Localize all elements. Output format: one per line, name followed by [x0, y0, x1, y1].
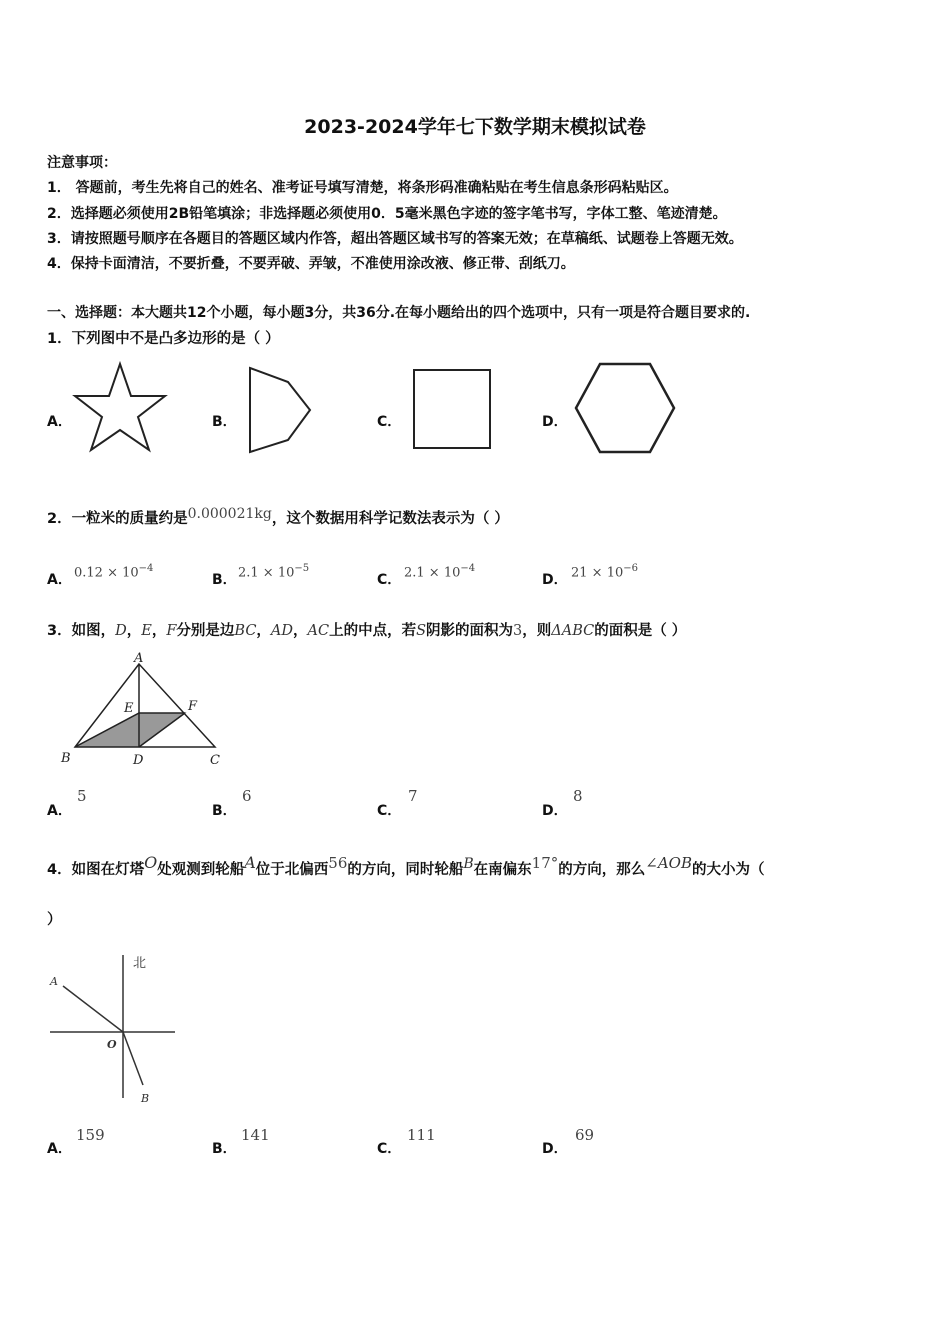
q3-math-d: D: [115, 623, 127, 639]
label-north: 北: [133, 956, 147, 971]
q3-text-part: 上的中点，若: [329, 623, 417, 639]
q4-text-part: 的方向，同时轮船: [347, 862, 464, 878]
q3-option-d-value[interactable]: 8: [573, 787, 583, 805]
notice-item-4: 4．保持卡面清洁，不要折叠，不要弄破、弄皱，不准使用涂改液、修正带、刮纸刀。: [47, 256, 575, 272]
q2-option-a-label[interactable]: A．: [47, 572, 72, 588]
q3-option-d-label[interactable]: D．: [542, 803, 568, 819]
q4-option-b-value[interactable]: 141: [241, 1126, 270, 1144]
label-c: C: [210, 753, 220, 768]
q2-option-c-exponent: −4: [460, 563, 476, 574]
q3-triangle-figure: [55, 648, 230, 770]
q2-option-d-label[interactable]: D．: [542, 572, 568, 588]
q2-option-b-value[interactable]: [238, 563, 309, 580]
q1-option-c-label[interactable]: C．: [377, 414, 402, 430]
q2-option-b-exponent: −5: [294, 563, 310, 574]
q3-comma: ，: [293, 623, 308, 639]
q2-suffix: ，这个数据用科学记数法表示为（ ）: [271, 511, 509, 527]
q4-math-b: B: [463, 856, 474, 872]
q4-option-d-label[interactable]: D．: [542, 1141, 568, 1157]
q3-math-f: F: [166, 623, 177, 639]
label-b: B: [61, 751, 71, 766]
q4-option-d-value[interactable]: 69: [575, 1126, 595, 1144]
q4-compass-figure: [45, 950, 185, 1110]
q3-math-ac: AC: [307, 623, 330, 639]
q3-comma: ，: [126, 623, 142, 639]
q2-option-c-value[interactable]: [404, 563, 475, 580]
q3-math-3: 3: [513, 623, 523, 639]
q3-option-b-label[interactable]: B．: [212, 803, 237, 819]
q4-text-part: 位于北偏西: [255, 862, 329, 878]
label-d: D: [133, 753, 144, 768]
notice-item-2: 2．选择题必须使用2B铅笔填涂；非选择题必须使用0．5毫米黑色字迹的签字笔书写，字体工整、笔迹清楚。: [47, 206, 727, 222]
q3-option-b-value[interactable]: 6: [242, 787, 252, 805]
page-title: 2023-2024学年七下数学期末模拟试卷: [304, 116, 646, 138]
q4-text-part: 处观测到轮船: [157, 862, 245, 878]
q2-option-d-value[interactable]: [571, 563, 638, 580]
notice-item-3: 3．请按照题号顺序在各题目的答题区域内作答，超出答题区域书写的答案无效；在草稿纸、试题卷上答题无效。: [47, 231, 743, 247]
q2-option-a-value[interactable]: [74, 563, 153, 580]
question-2-text: [47, 507, 509, 528]
q3-math-triangle: ΔABC: [551, 623, 595, 639]
notice-heading: 注意事项：: [47, 155, 117, 171]
q4-option-c-label[interactable]: C．: [377, 1141, 402, 1157]
q3-comma: ，: [256, 623, 271, 639]
q1-option-d-label[interactable]: D．: [542, 414, 568, 430]
q3-math-e: E: [141, 623, 152, 639]
ray-oa: [63, 986, 123, 1032]
q2-option-d-mantissa: 21 × 10: [571, 565, 624, 581]
q2-mass-value: 0.000021kg: [187, 506, 272, 522]
q4-text-part: 在南偏东: [473, 862, 532, 878]
q4-option-a-label[interactable]: A．: [47, 1141, 72, 1157]
q3-option-c-label[interactable]: C．: [377, 803, 402, 819]
q3-text-part: 3．如图，: [47, 623, 116, 639]
q1-option-b-label[interactable]: B．: [212, 414, 237, 430]
q3-text-part: 分别是边: [176, 623, 235, 639]
q2-option-c-mantissa: 2.1 × 10: [404, 565, 461, 581]
question-3-text: [47, 619, 686, 640]
q2-option-a-mantissa: 0.12 × 10: [74, 565, 139, 581]
q2-option-b-label[interactable]: B．: [212, 572, 237, 588]
q3-option-a-label[interactable]: A．: [47, 803, 72, 819]
label-o: O: [107, 1038, 117, 1051]
q4-math-angle-aob: ∠AOB: [645, 854, 692, 872]
label-e: E: [124, 701, 134, 716]
q3-math-s: S: [416, 623, 427, 639]
q1-star-figure: [70, 360, 170, 456]
label-a: A: [50, 975, 58, 988]
q1-option-a-label[interactable]: A．: [47, 414, 72, 430]
q4-text-part: 的方向，那么: [558, 862, 646, 878]
q1-hexagon-figure: [568, 360, 680, 456]
q2-option-b-mantissa: 2.1 × 10: [238, 565, 295, 581]
q3-option-a-value[interactable]: 5: [77, 787, 87, 805]
label-b: B: [141, 1092, 150, 1105]
q1-pentagon-figure: [240, 362, 320, 458]
q2-option-c-label[interactable]: C．: [377, 572, 402, 588]
q1-square-figure: [408, 364, 498, 454]
q3-option-c-value[interactable]: 7: [408, 787, 418, 805]
question-1-text: 1．下列图中不是凸多边形的是（ ）: [47, 331, 280, 347]
label-f: F: [188, 699, 198, 714]
q3-math-ad: AD: [270, 623, 294, 639]
q3-text-part: ，则: [522, 623, 552, 639]
question-4-text-end: ）: [47, 912, 62, 928]
q3-text-part: 的面积是（ ）: [594, 623, 687, 639]
q4-math-a: A: [244, 853, 256, 872]
q4-math-17deg: 17°: [531, 854, 559, 872]
notice-item-1: 1． 答题前，考生先将自己的姓名、准考证号填写清楚，将条形码准确粘贴在考生信息条形码粘贴区。: [47, 180, 678, 196]
square-shape: [414, 370, 490, 448]
q3-text-part: 阴影的面积为: [426, 623, 514, 639]
q3-math-bc: BC: [234, 623, 257, 639]
q4-option-b-label[interactable]: B．: [212, 1141, 237, 1157]
question-4-text: [47, 853, 765, 879]
section-heading: 一、选择题：本大题共12个小题，每小题3分，共36分.在每小题给出的四个选项中，只有一项是符合题目要求的.: [47, 305, 751, 321]
q4-text-part: 的大小为（: [692, 862, 765, 878]
q2-prefix: 2．一粒米的质量约是: [47, 511, 188, 527]
q4-text-part: 4．如图在灯塔: [47, 862, 145, 878]
q4-math-56: 56: [328, 854, 348, 872]
star-shape: [75, 364, 165, 450]
label-a: A: [134, 651, 144, 666]
hexagon-shape: [576, 364, 674, 452]
q2-option-a-exponent: −4: [138, 563, 154, 574]
q4-math-o: O: [144, 853, 158, 872]
ray-ob: [123, 1032, 143, 1085]
q4-option-a-value[interactable]: 159: [76, 1126, 105, 1144]
q4-option-c-value[interactable]: 111: [407, 1126, 436, 1144]
q2-option-d-exponent: −6: [623, 563, 638, 574]
q3-comma: ，: [151, 623, 167, 639]
pentagon-shape: [250, 368, 310, 452]
